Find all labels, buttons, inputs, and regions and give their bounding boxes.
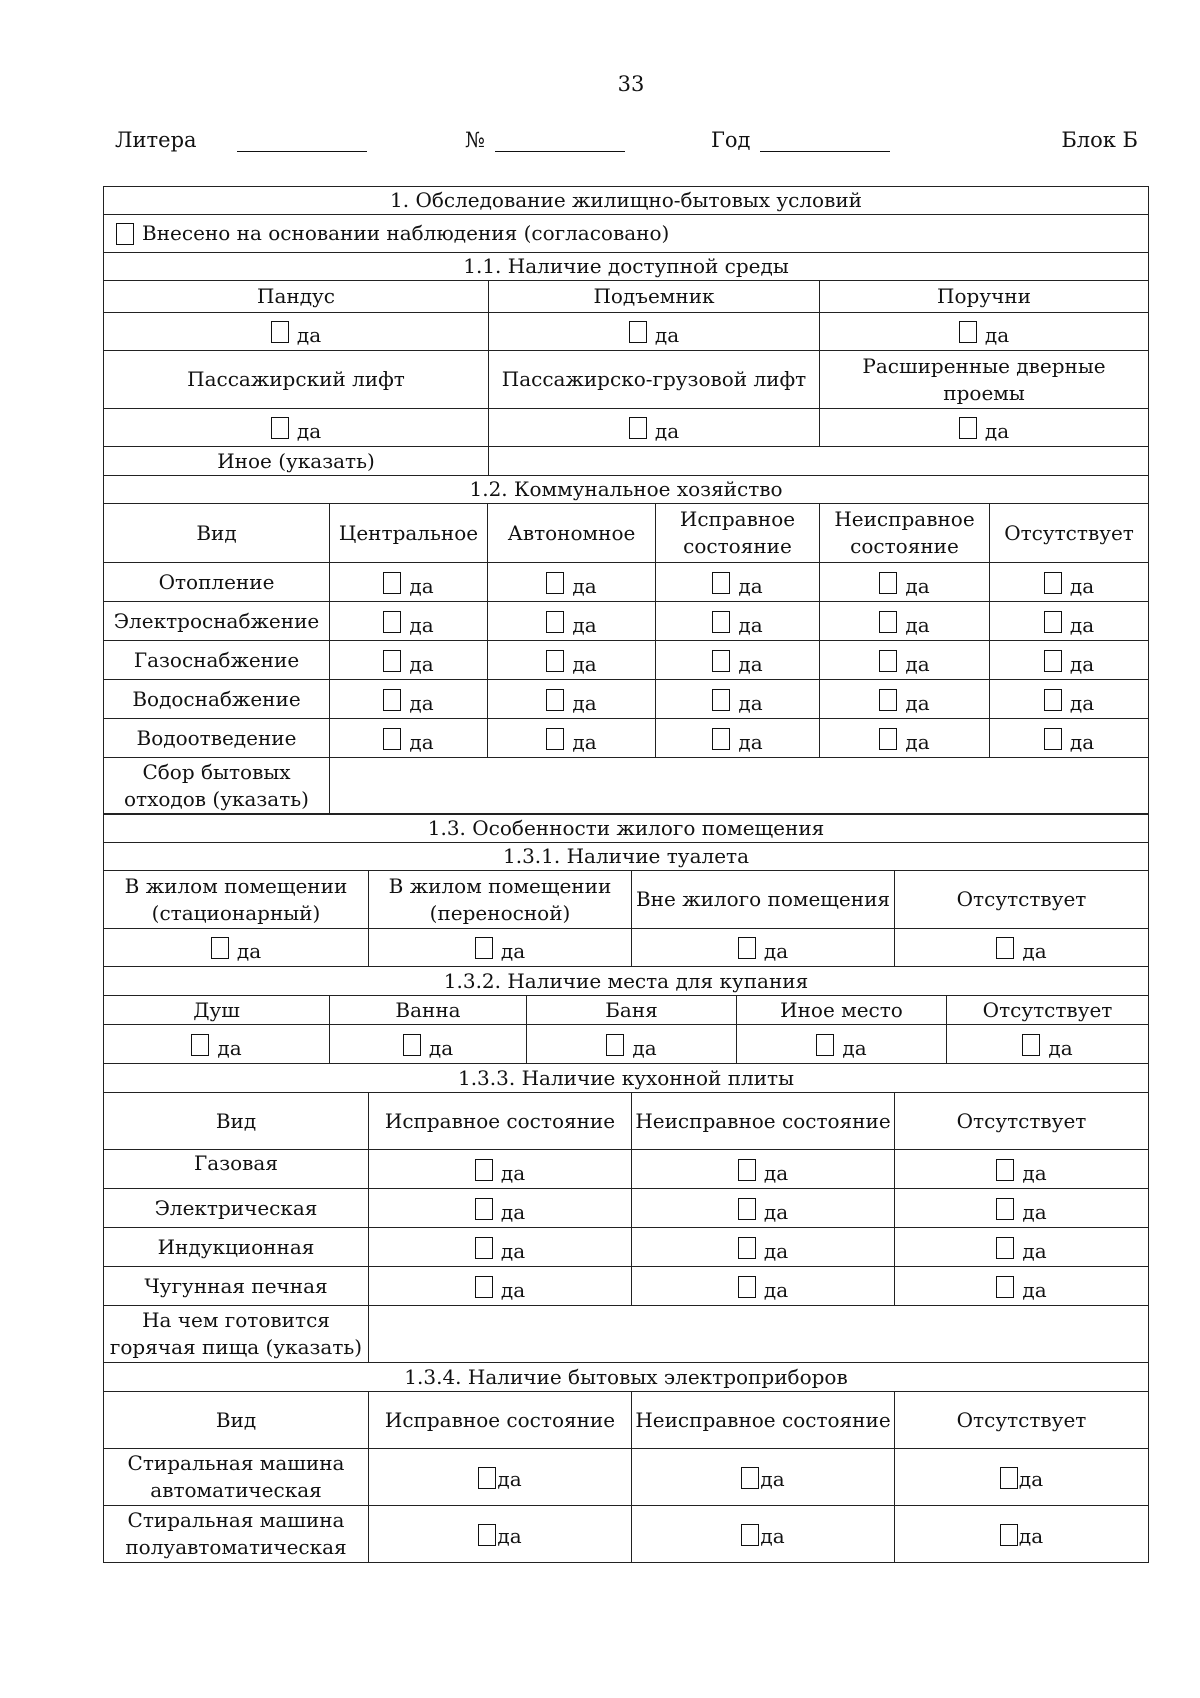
checkbox[interactable]	[1044, 728, 1062, 750]
checkbox[interactable]	[996, 1276, 1014, 1298]
checkbox[interactable]	[475, 1159, 493, 1181]
checkbox[interactable]	[475, 1237, 493, 1259]
yes-label: да	[497, 1466, 522, 1491]
checkbox[interactable]	[879, 572, 897, 594]
checkbox[interactable]	[879, 689, 897, 711]
yes-label: да	[500, 1238, 526, 1263]
checkbox[interactable]	[738, 937, 756, 959]
block-label: Блок Б	[1061, 128, 1138, 152]
column-header: Исправное состояние	[369, 1392, 632, 1449]
yes-label: да	[1022, 1277, 1047, 1302]
checkbox[interactable]	[712, 728, 730, 750]
checkbox[interactable]	[1044, 572, 1062, 594]
yes-cell	[369, 1449, 632, 1506]
checkbox[interactable]	[546, 611, 564, 633]
yes-label: да	[632, 1035, 657, 1060]
subsection-title: 1.3.2. Наличие места для купания	[104, 967, 1149, 996]
yes-cell	[895, 1449, 1149, 1506]
checkbox[interactable]	[738, 1198, 756, 1220]
yes-cell	[632, 1449, 895, 1506]
checkbox[interactable]	[629, 321, 647, 343]
yes-label: да	[217, 1035, 242, 1060]
yes-label: да	[905, 690, 930, 715]
column-header: Пассажирско-грузовой лифт	[489, 351, 820, 409]
yes-label: да	[1022, 939, 1047, 963]
checkbox[interactable]	[879, 728, 897, 750]
stove-table	[103, 1063, 1149, 1363]
checkbox[interactable]	[1044, 650, 1062, 672]
yes-cell	[488, 602, 656, 641]
checkbox[interactable]	[478, 1467, 496, 1489]
yes-label: да	[572, 612, 597, 637]
column-header: Пассажирский лифт	[104, 351, 489, 409]
yes-label: да	[763, 1199, 789, 1224]
checkbox[interactable]	[383, 689, 401, 711]
yes-cell	[632, 1189, 895, 1228]
yes-cell	[895, 1189, 1149, 1228]
checkbox[interactable]	[996, 937, 1014, 959]
yes-cell	[330, 641, 488, 680]
row-label: Водоснабжение	[104, 680, 330, 719]
yes-cell	[489, 313, 820, 351]
yes-label: да	[572, 729, 597, 754]
checkbox[interactable]	[1044, 689, 1062, 711]
column-header: Поручни	[820, 281, 1149, 313]
checkbox[interactable]	[738, 1237, 756, 1259]
table-row	[104, 1449, 1149, 1506]
yes-cell	[895, 1150, 1149, 1189]
checkbox[interactable]	[475, 1276, 493, 1298]
checkbox[interactable]	[879, 611, 897, 633]
checkbox[interactable]	[606, 1034, 624, 1056]
yes-label: да	[738, 690, 763, 715]
yes-cell	[488, 641, 656, 680]
column-header: Расширенные дверные проемы	[820, 351, 1149, 409]
yes-cell	[104, 409, 489, 447]
column-header: Вид	[104, 1093, 369, 1150]
yes-cell	[369, 1189, 632, 1228]
yes-label: да	[905, 573, 930, 598]
checkbox[interactable]	[1000, 1524, 1018, 1546]
column-header: Отсутствует	[990, 504, 1149, 563]
row-label: Индукционная	[104, 1228, 369, 1267]
yes-cell	[632, 1150, 895, 1189]
other-label: Иное (указать)	[104, 447, 489, 476]
yes-cell	[488, 680, 656, 719]
yes-label: да	[500, 1160, 526, 1185]
checkbox[interactable]	[816, 1034, 834, 1056]
yes-cell	[820, 719, 990, 758]
checkbox[interactable]	[191, 1034, 209, 1056]
yes-label: да	[842, 1035, 867, 1060]
checkbox[interactable]	[996, 1198, 1014, 1220]
row-label: Стиральная машина автоматическая	[104, 1449, 369, 1506]
table-row	[104, 1506, 1149, 1563]
yes-label: да	[500, 1277, 526, 1302]
table-row	[104, 1150, 1149, 1189]
yes-cell	[895, 1267, 1149, 1306]
observed-label: Внесено на основании наблюдения (согласовано)	[142, 221, 670, 245]
column-header: Вне жилого помещения	[632, 871, 895, 929]
yes-label: да	[1069, 651, 1095, 676]
yes-label: да	[654, 419, 680, 443]
yes-label: да	[1069, 729, 1095, 754]
yes-cell	[656, 602, 820, 641]
yes-cell	[656, 680, 820, 719]
checkbox[interactable]	[475, 937, 493, 959]
row-label: Отопление	[104, 563, 330, 602]
yes-label: да	[654, 323, 680, 347]
checkbox[interactable]	[546, 689, 564, 711]
row-label: Газовая	[104, 1150, 369, 1189]
yes-label: да	[500, 939, 526, 963]
subsection-title: 1.3.3. Наличие кухонной плиты	[104, 1064, 1149, 1093]
page-number: 33	[617, 72, 645, 96]
checkbox[interactable]	[629, 417, 647, 439]
checkbox[interactable]	[383, 572, 401, 594]
column-header: Душ	[104, 996, 330, 1025]
yes-label: да	[905, 729, 930, 754]
row-label: Электрическая	[104, 1189, 369, 1228]
yes-label: да	[738, 651, 763, 676]
yes-label: да	[905, 651, 930, 676]
subsection-title: 1.3. Особенности жилого помещения	[104, 814, 1149, 843]
yes-cell	[820, 409, 1149, 447]
yes-label: да	[738, 612, 763, 637]
subsection-title: 1.1. Наличие доступной среды	[104, 253, 1149, 281]
yes-cell	[488, 719, 656, 758]
litera-label: Литера	[115, 128, 197, 152]
column-header: Вид	[104, 1392, 369, 1449]
checkbox[interactable]	[712, 650, 730, 672]
checkbox[interactable]	[738, 1276, 756, 1298]
yes-cell	[369, 1228, 632, 1267]
column-header: Иное место	[737, 996, 947, 1025]
utilities-table	[103, 475, 1149, 815]
checkbox[interactable]	[741, 1524, 759, 1546]
yes-cell	[990, 719, 1149, 758]
litera-field	[115, 128, 367, 152]
column-header: Ванна	[330, 996, 527, 1025]
yes-label: да	[428, 1035, 454, 1060]
yes-cell	[330, 563, 488, 602]
subsection-title: 1.2. Коммунальное хозяйство	[104, 476, 1149, 504]
checkbox[interactable]	[959, 417, 977, 439]
column-header: Исправное состояние	[656, 504, 820, 563]
yes-label: да	[500, 1199, 526, 1224]
yes-cell	[527, 1025, 737, 1064]
yes-cell	[489, 409, 820, 447]
housing-survey-table	[103, 186, 1149, 476]
yes-cell	[488, 563, 656, 602]
yes-cell	[104, 929, 369, 967]
yes-cell	[737, 1025, 947, 1064]
hot-food-label: На чем готовится горячая пища (указать)	[104, 1306, 369, 1363]
yes-cell	[656, 641, 820, 680]
yes-cell	[369, 1506, 632, 1563]
checkbox[interactable]	[546, 728, 564, 750]
checkbox[interactable]	[475, 1198, 493, 1220]
yes-cell	[632, 1506, 895, 1563]
yes-label: да	[1069, 612, 1095, 637]
column-header: Пандус	[104, 281, 489, 313]
yes-label: да	[572, 651, 597, 676]
waste-input[interactable]	[330, 758, 1149, 815]
year-field	[711, 128, 890, 152]
column-header: Вид	[104, 504, 330, 563]
yes-label: да	[409, 573, 434, 598]
year-label: Год	[711, 128, 751, 152]
yes-label: да	[497, 1523, 522, 1548]
checkbox[interactable]	[879, 650, 897, 672]
yes-cell	[369, 1267, 632, 1306]
number-label: №	[465, 128, 485, 152]
yes-cell	[656, 719, 820, 758]
column-header: В жилом помещении (переносной)	[369, 871, 632, 929]
yes-label: да	[763, 1160, 789, 1185]
checkbox[interactable]	[712, 611, 730, 633]
checkbox[interactable]	[271, 321, 289, 343]
number-field	[465, 128, 625, 152]
observed-row	[104, 215, 1149, 253]
yes-label: да	[738, 729, 763, 754]
yes-cell	[330, 602, 488, 641]
table-row	[104, 680, 1149, 719]
checkbox[interactable]	[383, 650, 401, 672]
yes-label: да	[572, 690, 597, 715]
checkbox[interactable]	[211, 937, 229, 959]
table-row	[104, 1267, 1149, 1306]
column-header: Неисправное состояние	[632, 1392, 895, 1449]
yes-cell	[330, 1025, 527, 1064]
column-header: Отсутствует	[895, 1093, 1149, 1150]
form-header	[115, 128, 1138, 158]
column-header: Отсутствует	[947, 996, 1149, 1025]
table-row	[104, 1228, 1149, 1267]
column-header: Автономное	[488, 504, 656, 563]
yes-cell	[632, 1267, 895, 1306]
column-header: Неисправное состояние	[820, 504, 990, 563]
hot-food-input[interactable]	[369, 1306, 1149, 1363]
yes-label: да	[760, 1466, 785, 1491]
row-label: Чугунная печная	[104, 1267, 369, 1306]
column-header: Неисправное состояние	[632, 1093, 895, 1150]
column-header: Подъемник	[489, 281, 820, 313]
yes-cell	[330, 680, 488, 719]
yes-cell	[632, 929, 895, 967]
yes-label: да	[409, 651, 434, 676]
column-header: Отсутствует	[895, 871, 1149, 929]
yes-label: да	[760, 1523, 785, 1548]
yes-cell	[990, 563, 1149, 602]
checkbox[interactable]	[712, 689, 730, 711]
yes-cell	[104, 1025, 330, 1064]
number-input[interactable]	[495, 131, 625, 152]
yes-label: да	[763, 1277, 789, 1302]
yes-cell	[895, 1228, 1149, 1267]
yes-label: да	[409, 729, 434, 754]
yes-label: да	[763, 1238, 789, 1263]
litera-input[interactable]	[237, 131, 367, 152]
checkbox[interactable]	[383, 611, 401, 633]
yes-cell	[990, 602, 1149, 641]
yes-label: да	[905, 612, 930, 637]
checkbox[interactable]	[996, 1159, 1014, 1181]
yes-label: да	[763, 939, 789, 963]
checkbox[interactable]	[1044, 611, 1062, 633]
yes-label: да	[1022, 1199, 1047, 1224]
yes-label: да	[738, 573, 763, 598]
checkbox[interactable]	[741, 1467, 759, 1489]
subsection-title: 1.3.4. Наличие бытовых электроприборов	[104, 1363, 1149, 1392]
toilet-table	[103, 813, 1149, 967]
appliances-table	[103, 1362, 1149, 1563]
waste-label: Сбор бытовых отходов (указать)	[104, 758, 330, 815]
yes-cell	[820, 602, 990, 641]
yes-cell	[369, 1150, 632, 1189]
yes-cell	[330, 719, 488, 758]
yes-label: да	[1018, 1466, 1044, 1491]
column-header: В жилом помещении (стационарный)	[104, 871, 369, 929]
table-row	[104, 563, 1149, 602]
yes-cell	[820, 680, 990, 719]
checkbox[interactable]	[546, 572, 564, 594]
yes-label: да	[236, 939, 262, 963]
bathing-table	[103, 966, 1149, 1064]
yes-label: да	[1069, 573, 1095, 598]
column-header: Баня	[527, 996, 737, 1025]
yes-label: да	[1022, 1160, 1047, 1185]
checkbox[interactable]	[1022, 1034, 1040, 1056]
checkbox[interactable]	[959, 321, 977, 343]
yes-cell	[104, 313, 489, 351]
checkbox[interactable]	[996, 1237, 1014, 1259]
yes-cell	[947, 1025, 1149, 1064]
column-header: Центральное	[330, 504, 488, 563]
table-row	[104, 719, 1149, 758]
year-input[interactable]	[760, 131, 890, 152]
yes-cell	[369, 929, 632, 967]
yes-label: да	[409, 690, 434, 715]
yes-cell	[990, 680, 1149, 719]
section-title: 1. Обследование жилищно-бытовых условий	[104, 187, 1149, 215]
yes-cell	[820, 313, 1149, 351]
yes-label: да	[296, 323, 322, 347]
table-row	[104, 641, 1149, 680]
yes-label: да	[1069, 690, 1095, 715]
yes-label: да	[1022, 1238, 1047, 1263]
column-header: Отсутствует	[895, 1392, 1149, 1449]
row-label: Электроснабжение	[104, 602, 330, 641]
row-label: Водоотведение	[104, 719, 330, 758]
yes-cell	[820, 641, 990, 680]
yes-label: да	[1048, 1035, 1073, 1060]
checkbox[interactable]	[478, 1524, 496, 1546]
yes-cell	[895, 929, 1149, 967]
checkbox[interactable]	[1000, 1467, 1018, 1489]
checkbox[interactable]	[403, 1034, 421, 1056]
table-row	[104, 602, 1149, 641]
subsection-title: 1.3.1. Наличие туалета	[104, 843, 1149, 871]
yes-label: да	[572, 573, 597, 598]
yes-label: да	[1018, 1523, 1044, 1548]
checkbox[interactable]	[546, 650, 564, 672]
yes-cell	[895, 1506, 1149, 1563]
checkbox[interactable]	[271, 417, 289, 439]
checkbox-observed[interactable]	[116, 223, 134, 245]
checkbox[interactable]	[738, 1159, 756, 1181]
yes-cell	[656, 563, 820, 602]
checkbox[interactable]	[383, 728, 401, 750]
table-row	[104, 1189, 1149, 1228]
checkbox[interactable]	[712, 572, 730, 594]
yes-cell	[820, 563, 990, 602]
yes-label: да	[984, 323, 1010, 347]
yes-label: да	[409, 612, 434, 637]
row-label: Газоснабжение	[104, 641, 330, 680]
yes-label: да	[984, 419, 1010, 443]
row-label: Стиральная машина полуавтоматическая	[104, 1506, 369, 1563]
yes-cell	[990, 641, 1149, 680]
column-header: Исправное состояние	[369, 1093, 632, 1150]
yes-label: да	[296, 419, 322, 443]
yes-cell	[632, 1228, 895, 1267]
other-input[interactable]	[489, 447, 1149, 476]
